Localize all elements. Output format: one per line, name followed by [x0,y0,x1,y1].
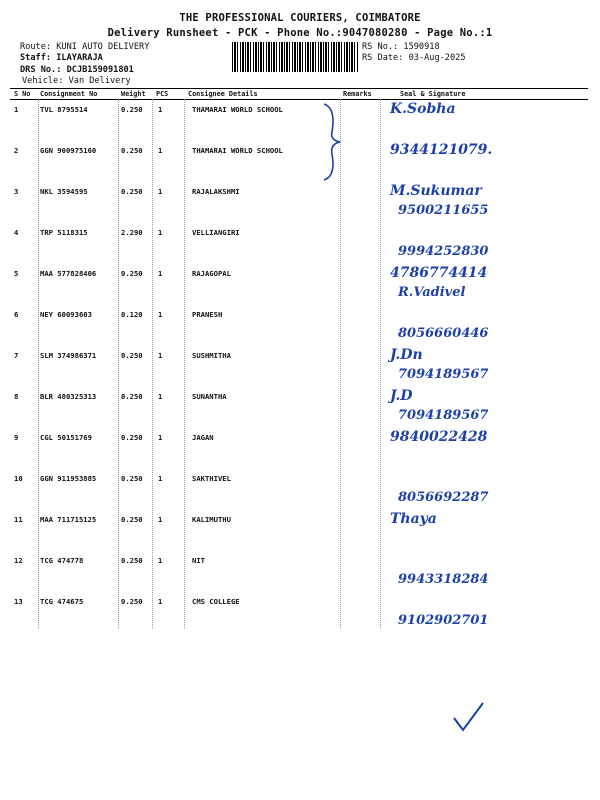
signature-phone: R.Vadivel [398,285,466,300]
signature-phone: 9102902701 [398,613,489,628]
staff-label: Staff: [20,53,52,63]
col-signature: Seal & Signature [400,90,466,98]
rs-no-label: RS No.: [362,42,399,52]
signature-phone: 9500211655 [398,203,489,218]
table-row [10,593,588,634]
row-consignee: KALIMUTHU [192,515,231,524]
table-row [10,183,588,224]
row-weight: 0.120 [121,310,143,319]
rs-date-label: RS Date: [362,53,404,63]
row-consignment-no: CGL 50151769 [40,433,92,442]
row-consignment-no: GGN 911953885 [40,474,97,483]
row-pcs: 1 [158,105,163,114]
row-consignment-no: MAA 577828406 [40,269,97,278]
row-sno: 2 [14,146,19,155]
row-consignment-no: GGN 900975160 [40,146,97,155]
row-consignment-no: MAA 711715125 [40,515,97,524]
vehicle-label: Vehicle: [22,76,64,86]
row-consignee: THAMARAI WORLD SCHOOL [192,105,283,114]
row-consignment-no: TRP 5118315 [40,228,88,237]
row-weight: 0.250 [121,474,143,483]
row-sno: 9 [14,433,19,442]
row-pcs: 1 [158,351,163,360]
signature-phone: 9994252830 [398,244,489,259]
row-pcs: 1 [158,556,163,565]
table-row [10,511,588,552]
row-consignment-no: SLM 374986371 [40,351,97,360]
signature-phone: 8056692287 [398,490,489,505]
row-consignment-no: TCG 474675 [40,597,84,606]
route-value: KUNI AUTO DELIVERY [56,42,150,52]
table-header [10,89,588,100]
row-consignee: PRANESH [192,310,223,319]
row-weight: 0.250 [121,433,143,442]
signature-phone: 7094189567 [398,408,489,423]
row-pcs: 1 [158,433,163,442]
vehicle-value: Van Delivery [68,76,131,86]
row-consignee: THAMARAI WORLD SCHOOL [192,146,283,155]
row-consignee: JAGAN [192,433,214,442]
row-pcs: 1 [158,269,163,278]
signature-phone: 9943318284 [398,572,489,587]
route-label: Route: [20,42,52,52]
col-consignment: Consignment No [40,90,98,98]
table-row [10,552,588,593]
company-title: THE PROFESSIONAL COURIERS, COIMBATORE [179,12,421,24]
row-weight: 0.250 [121,597,143,606]
signature-name: 9840022428 [390,429,488,445]
drs-label: DRS No.: [20,65,62,75]
row-sno: 5 [14,269,19,278]
runsheet-table [10,88,588,629]
row-consignee: SUNANTHA [192,392,227,401]
table-row [10,265,588,306]
table-row [10,470,588,511]
row-weight: 0.250 [121,187,143,196]
checkmark-icon [450,700,486,734]
row-consignment-no: TVL 8795514 [40,105,88,114]
row-sno: 7 [14,351,19,360]
signature-name: J.D [390,388,413,404]
signature-name: 9344121079. [390,142,493,158]
table-row [10,429,588,470]
row-weight: 0.250 [121,351,143,360]
signature-name: 4786774414 [390,265,488,281]
row-consignee: SUSHMITHA [192,351,231,360]
signature-name: J.Dn [390,347,423,363]
signature-name: M.Sukumar [390,183,482,199]
row-weight: 0.250 [121,556,143,565]
drs-value: DCJB159091801 [66,65,134,75]
row-pcs: 1 [158,310,163,319]
row-pcs: 1 [158,515,163,524]
row-consignee: NIT [192,556,205,565]
row-sno: 10 [14,474,23,483]
signature-name: Thaya [390,511,437,527]
row-sno: 12 [14,556,23,565]
row-consignment-no: BLR 480325313 [40,392,97,401]
row-sno: 4 [14,228,19,237]
row-sno: 1 [14,105,19,114]
col-remarks: Remarks [343,90,372,98]
rs-no-line [362,42,440,52]
row-consignment-no: TCG 474778 [40,556,84,565]
col-sno: S No [14,90,31,98]
table-row [10,101,588,142]
row-pcs: 1 [158,187,163,196]
row-sno: 11 [14,515,23,524]
row-pcs: 1 [158,392,163,401]
vehicle-line [22,76,131,86]
col-consignee: Consignee Details [188,90,258,98]
row-pcs: 1 [158,597,163,606]
rs-date-line [362,53,466,63]
runsheet-title: Delivery Runsheet - PCK - Phone No.:9047080280 - Page No.:1 [107,27,493,39]
row-weight: 0.250 [121,515,143,524]
row-weight: 0.250 [121,392,143,401]
table-row [10,142,588,183]
table-row [10,224,588,265]
row-consignee: RAJAGOPAL [192,269,231,278]
row-sno: 3 [14,187,19,196]
col-pcs: PCS [156,90,169,98]
staff-line [20,53,103,63]
table-row [10,388,588,429]
signature-phone: 7094189567 [398,367,489,382]
row-weight: 2.290 [121,228,143,237]
row-consignee: RAJALAKSHMI [192,187,240,196]
drs-line [20,65,134,75]
col-weight: Weight [121,90,146,98]
row-sno: 13 [14,597,23,606]
row-consignee: VELLIANGIRI [192,228,240,237]
row-pcs: 1 [158,146,163,155]
row-consignment-no: NKL 3594595 [40,187,88,196]
rs-no-value: 1590918 [403,42,440,52]
row-consignee: SAKTHIVEL [192,474,231,483]
route-line [20,42,149,52]
staff-value: ILAYARAJA [56,53,103,63]
table-row [10,306,588,347]
signature-phone: 8056660446 [398,326,489,341]
row-consignee: CMS COLLEGE [192,597,240,606]
signature-name: K.Sobha [390,101,456,117]
row-sno: 6 [14,310,19,319]
row-pcs: 1 [158,228,163,237]
row-weight: 0.250 [121,146,143,155]
row-pcs: 1 [158,474,163,483]
row-weight: 0.250 [121,105,143,114]
row-weight: 0.250 [121,269,143,278]
brace-mark [322,102,342,182]
row-consignment-no: NEY 60093603 [40,310,92,319]
table-row [10,347,588,388]
rs-date-value: 03-Aug-2025 [408,53,466,63]
row-sno: 8 [14,392,19,401]
barcode-image [232,42,358,72]
